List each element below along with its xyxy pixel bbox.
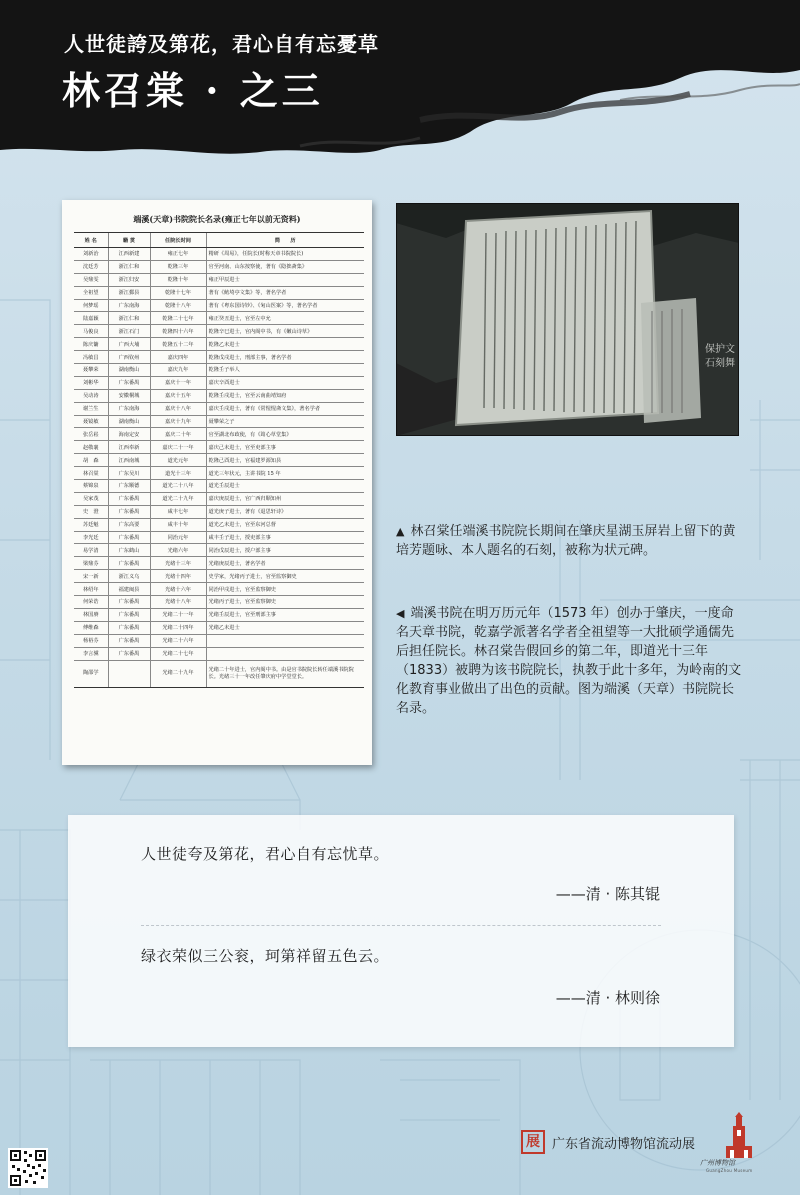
roster-cell-term: 光绪二十七年 (150, 647, 206, 660)
roster-cell-name: 蔡锦泉 (74, 480, 108, 493)
roster-cell-term: 同治元年 (150, 531, 206, 544)
roster-cell-bio: 雍正甲辰进士 (206, 273, 364, 286)
roster-row (74, 389, 364, 402)
roster-cell-name: 梁鼎芬 (74, 557, 108, 570)
roster-cell-name: 刘彬华 (74, 376, 108, 389)
roster-row (74, 583, 364, 596)
caption-roster-text: 端溪书院在明万历元年（1573 年）创办于肇庆，一度命名天章书院，乾嘉学派著名学者全祖望等一大批硕学通儒先后担任院长。林召棠告假回乡的第二年，即道光十三年（1833）被聘为该书院院长，执教于此十多年，为岭南的文化教育事业做出了出色的贡献。图为端溪（天章）书院院长名录。 (396, 606, 742, 716)
roster-title: 端溪(天章)书院院长名录(雍正七年以前无资料) (133, 214, 301, 224)
roster-cell-bio: 雍正癸丑进士，官至左中允 (206, 312, 364, 325)
roster-cell-name: 谢兰生 (74, 402, 108, 415)
roster-row (74, 428, 364, 441)
roster-row (74, 351, 364, 364)
roster-row (74, 415, 364, 428)
roster-cell-term: 乾隆十年 (150, 273, 206, 286)
roster-cell-term: 嘉庆四年 (150, 351, 206, 364)
roster-cell-name: 李言骥 (74, 647, 108, 660)
roster-cell-term: 嘉庆十九年 (150, 415, 206, 428)
roster-cell-bio: 道光三年状元，主讲书院 15 年 (206, 467, 364, 480)
page-title: 林召棠 · 之三 (62, 68, 324, 113)
roster-cell-origin: 广东鹤山 (108, 544, 150, 557)
roster-cell-origin: 广东顺德 (108, 480, 150, 493)
roster-cell-term: 光绪十三年 (150, 557, 206, 570)
roster-cell-term: 嘉庆二十年 (150, 428, 206, 441)
roster-cell-term: 光绪十八年 (150, 596, 206, 609)
roster-cell-name: 陆嘉颖 (74, 312, 108, 325)
caption-stone (396, 522, 744, 560)
roster-row (74, 364, 364, 377)
roster-cell-name: 苏廷魁 (74, 518, 108, 531)
roster-cell-bio: 嘉庆己未进士，官至吏部主事 (206, 441, 364, 454)
roster-cell-origin: 湖南衡山 (108, 364, 150, 377)
roster-row (74, 286, 364, 299)
roster-row (74, 621, 364, 634)
stone-photo-graphic (396, 203, 739, 436)
roster-cell-origin: 广东番禺 (108, 505, 150, 518)
roster-cell-term: 道光元年 (150, 454, 206, 467)
roster-cell-origin: 广东番禺 (108, 647, 150, 660)
roster-row (74, 338, 364, 351)
poem-panel (68, 815, 734, 1047)
roster-cell-name: 张岳崧 (74, 428, 108, 441)
museum-tower-icon (722, 1112, 756, 1162)
roster-cell-term: 乾隆二十七年 (150, 312, 206, 325)
roster-cell-origin: 浙江鄞县 (108, 286, 150, 299)
roster-cell-bio: 乾隆戊戌进士，刑部主事，著名学者 (206, 351, 364, 364)
roster-cell-bio: 精研《周易》，任院长(时称天章书院院长) (206, 248, 364, 261)
roster-cell-bio: 光绪乙未进士 (206, 621, 364, 634)
poem-author-1: ——清 · 陈其锟 (555, 885, 660, 903)
roster-cell-term: 嘉庆十五年 (150, 389, 206, 402)
roster-cell-origin: 浙江仁和 (108, 312, 150, 325)
roster-cell-bio: 著有《粤东国诗钞》、《匊山医案》等，著名学者 (206, 299, 364, 312)
roster-cell-origin: 广东番禺 (108, 531, 150, 544)
roster-row (74, 260, 364, 273)
roster-cell-bio (206, 647, 364, 660)
qr-code-icon (8, 1148, 48, 1188)
roster-row (74, 570, 364, 583)
poem-divider (141, 925, 661, 926)
roster-cell-name: 沈廷芳 (74, 260, 108, 273)
roster-cell-origin: 广东番禺 (108, 596, 150, 609)
roster-cell-bio: 咸丰壬子进士，授吏部主事 (206, 531, 364, 544)
roster-row (74, 505, 364, 518)
roster-row (74, 299, 364, 312)
roster-cell-origin: 广西大埔 (108, 338, 150, 351)
roster-cell-term: 光绪十四年 (150, 570, 206, 583)
caption-stone-text: 林召棠任端溪书院院长期间在肇庆星湖玉屏岩上留下的黄培芳题咏、本人题名的石刻，被称为状元碑。 (396, 524, 736, 558)
roster-cell-origin: 广东番禺 (108, 492, 150, 505)
roster-cell-name: 史 澄 (74, 505, 108, 518)
roster-row (74, 312, 364, 325)
roster-cell-name: 吴动涛 (74, 389, 108, 402)
roster-cell-bio: 乾隆己酉进士，官福建罗源知县 (206, 454, 364, 467)
roster-cell-bio (206, 634, 364, 647)
triangle-left-icon: ◀ (396, 607, 405, 620)
roster-row (74, 557, 364, 570)
roster-cell-bio: 光绪二十年进士，官内阁中书。由是官书院院长转任端溪书院院长。光绪三十一年改任肇庆府中学堂堂长。 (206, 660, 364, 687)
roster-row (74, 325, 364, 338)
caption-roster (396, 604, 744, 718)
roster-cell-term: 光绪二十四年 (150, 621, 206, 634)
roster-cell-name: 林绍年 (74, 583, 108, 596)
roster-col-bio: 简 历 (206, 233, 364, 248)
roster-cell-term: 乾隆四十六年 (150, 325, 206, 338)
roster-cell-origin: 广东番禺 (108, 634, 150, 647)
stone-inscription-photo (396, 203, 739, 436)
roster-cell-name: 何荣诰 (74, 596, 108, 609)
roster-cell-name: 冯敏昌 (74, 351, 108, 364)
roster-row (74, 518, 364, 531)
roster-cell-bio: 同治甲戌进士，官至监察御史 (206, 583, 364, 596)
roster-row (74, 492, 364, 505)
roster-cell-term: 乾隆五十二年 (150, 338, 206, 351)
roster-row (74, 441, 364, 454)
roster-cell-origin: 广东南海 (108, 402, 150, 415)
roster-cell-term: 道光十三年 (150, 467, 206, 480)
roster-row (74, 660, 364, 687)
triangle-up-icon: ▲ (396, 525, 405, 538)
roster-cell-term: 光绪二十六年 (150, 634, 206, 647)
roster-body (74, 248, 364, 688)
roster-cell-origin: 江西南城 (108, 454, 150, 467)
roster-cell-bio: 嘉庆庚辰进士，官广西归顺知州 (206, 492, 364, 505)
roster-cell-name: 聂镜敏 (74, 415, 108, 428)
roster-col-origin: 籍 贯 (108, 233, 150, 248)
roster-cell-bio: 史学家，光绪丙子进士，官至监察御史 (206, 570, 364, 583)
roster-row (74, 608, 364, 621)
museum-name: 广州博物馆 (700, 1159, 735, 1167)
roster-cell-name: 傅维森 (74, 621, 108, 634)
roster-cell-origin: 浙江义乌 (108, 570, 150, 583)
roster-cell-name: 吴家茂 (74, 492, 108, 505)
roster-cell-origin: 广东番禺 (108, 608, 150, 621)
roster-cell-bio: 官至河南、山东按察使，著有《隐拙斋集》 (206, 260, 364, 273)
roster-cell-origin: 浙江石门 (108, 325, 150, 338)
roster-cell-term: 嘉庆九年 (150, 364, 206, 377)
roster-cell-name: 全祖望 (74, 286, 108, 299)
poem-line-2: 绿衣荣似三公衮，珂第祥留五色云。 (141, 947, 390, 965)
roster-table (74, 232, 364, 688)
roster-cell-term: 光绪二十九年 (150, 660, 206, 687)
roster-row (74, 273, 364, 286)
roster-cell-term: 道光二十八年 (150, 480, 206, 493)
roster-row (74, 467, 364, 480)
roster-cell-term: 嘉庆二十一年 (150, 441, 206, 454)
roster-cell-name: 易学清 (74, 544, 108, 557)
roster-row (74, 647, 364, 660)
roster-cell-bio: 乾隆壬戌进士，官至云南曲靖知府 (206, 389, 364, 402)
roster-row (74, 544, 364, 557)
roster-cell-origin: 浙江仁和 (108, 260, 150, 273)
roster-row (74, 248, 364, 261)
stone-photo-label: 保护文石刻舞 (705, 344, 735, 369)
roster-cell-term: 乾隆三年 (150, 260, 206, 273)
roster-row (74, 402, 364, 415)
roster-cell-bio: 道光壬辰进士 (206, 480, 364, 493)
roster-cell-bio: 同治戊辰进士，授户部主事 (206, 544, 364, 557)
roster-cell-term: 咸丰七年 (150, 505, 206, 518)
roster-cell-term: 雍正七年 (150, 248, 206, 261)
roster-cell-name: 李光廷 (74, 531, 108, 544)
roster-cell-name: 宋一新 (74, 570, 108, 583)
roster-cell-term: 嘉庆十八年 (150, 402, 206, 415)
roster-table-image (62, 200, 372, 765)
roster-cell-bio: 光绪壬辰进士，官至刑部主事 (206, 608, 364, 621)
roster-cell-origin: 江西奉新 (108, 441, 150, 454)
roster-cell-origin (108, 660, 150, 687)
roster-cell-name: 聂攀荣 (74, 364, 108, 377)
roster-cell-bio: 乾隆乙未进士 (206, 338, 364, 351)
roster-cell-bio: 官至湖北布政使，有《筠心草堂集》 (206, 428, 364, 441)
roster-cell-term: 光绪十六年 (150, 583, 206, 596)
roster-col-term: 任院长时间 (150, 233, 206, 248)
roster-cell-bio: 光绪丙子进士，官至监察御史 (206, 596, 364, 609)
roster-cell-origin: 浙江归安 (108, 273, 150, 286)
poem-author-2: ——清 · 林则徐 (555, 989, 660, 1007)
roster-cell-origin: 湖南衡山 (108, 415, 150, 428)
roster-cell-name: 马俊良 (74, 325, 108, 338)
roster-header-row (74, 233, 364, 248)
roster-cell-origin: 广东高要 (108, 518, 150, 531)
roster-cell-origin: 广东番禺 (108, 557, 150, 570)
roster-cell-origin: 广东番禺 (108, 376, 150, 389)
roster-row (74, 376, 364, 389)
roster-cell-name: 林国赓 (74, 608, 108, 621)
roster-cell-bio: 嘉庆辛酉进士 (206, 376, 364, 389)
header-subtitle: 人世徒誇及第花，君心自有忘憂草 (64, 32, 379, 56)
roster-cell-origin: 海南定安 (108, 428, 150, 441)
roster-cell-name: 林召棠 (74, 467, 108, 480)
roster-cell-term: 光绪六年 (150, 544, 206, 557)
roster-row (74, 634, 364, 647)
roster-cell-origin: 广东南海 (108, 299, 150, 312)
roster-cell-name: 胡 森 (74, 454, 108, 467)
roster-cell-origin: 安徽桐城 (108, 389, 150, 402)
roster-cell-name: 杨裕芬 (74, 634, 108, 647)
roster-col-name: 姓 名 (74, 233, 108, 248)
roster-cell-name: 吴鼎雯 (74, 273, 108, 286)
exhibition-seal-icon: 展 (521, 1130, 545, 1154)
roster-row (74, 480, 364, 493)
roster-cell-name: 赵敬襄 (74, 441, 108, 454)
roster-cell-name: 刘新治 (74, 248, 108, 261)
roster-cell-bio: 道光乙未进士，官至东河总督 (206, 518, 364, 531)
roster-row (74, 454, 364, 467)
roster-cell-term: 光绪二十一年 (150, 608, 206, 621)
poem-line-1: 人世徒夸及第花，君心自有忘忧草。 (141, 845, 390, 863)
roster-cell-name: 陈庆镛 (74, 338, 108, 351)
roster-cell-bio: 道光庚子进士，著有《退思轩诗》 (206, 505, 364, 518)
roster-cell-term: 道光二十九年 (150, 492, 206, 505)
roster-cell-origin: 广东吴川 (108, 467, 150, 480)
roster-cell-name: 何梦瑶 (74, 299, 108, 312)
roster-cell-bio: 乾隆壬子举人 (206, 364, 364, 377)
roster-cell-origin: 福建闽县 (108, 583, 150, 596)
roster-cell-term: 乾隆十七年 (150, 286, 206, 299)
roster-cell-name: 陶邵学 (74, 660, 108, 687)
roster-cell-term: 咸丰十年 (150, 518, 206, 531)
roster-cell-bio: 嘉庆壬戌进士，著有《常惺惺斋文集》，著名学者 (206, 402, 364, 415)
roster-cell-bio: 著有《鲒埼亭文集》等，著名学者 (206, 286, 364, 299)
roster-cell-term: 嘉庆十一年 (150, 376, 206, 389)
roster-row (74, 531, 364, 544)
museum-name-en: GuangZhou Museum (706, 1168, 753, 1173)
roster-cell-origin: 广东番禺 (108, 621, 150, 634)
roster-cell-origin: 广西钦州 (108, 351, 150, 364)
organizer-name: 广东省流动博物馆流动展 (552, 1137, 696, 1152)
roster-row (74, 596, 364, 609)
roster-cell-origin: 江西新建 (108, 248, 150, 261)
roster-cell-bio: 乾隆辛巳进士，官内阁中书，有《嫩山诗草》 (206, 325, 364, 338)
roster-cell-bio: 聂攀荣之子 (206, 415, 364, 428)
roster-cell-bio: 光绪庚辰进士，著名学者 (206, 557, 364, 570)
roster-cell-term: 乾隆十八年 (150, 299, 206, 312)
